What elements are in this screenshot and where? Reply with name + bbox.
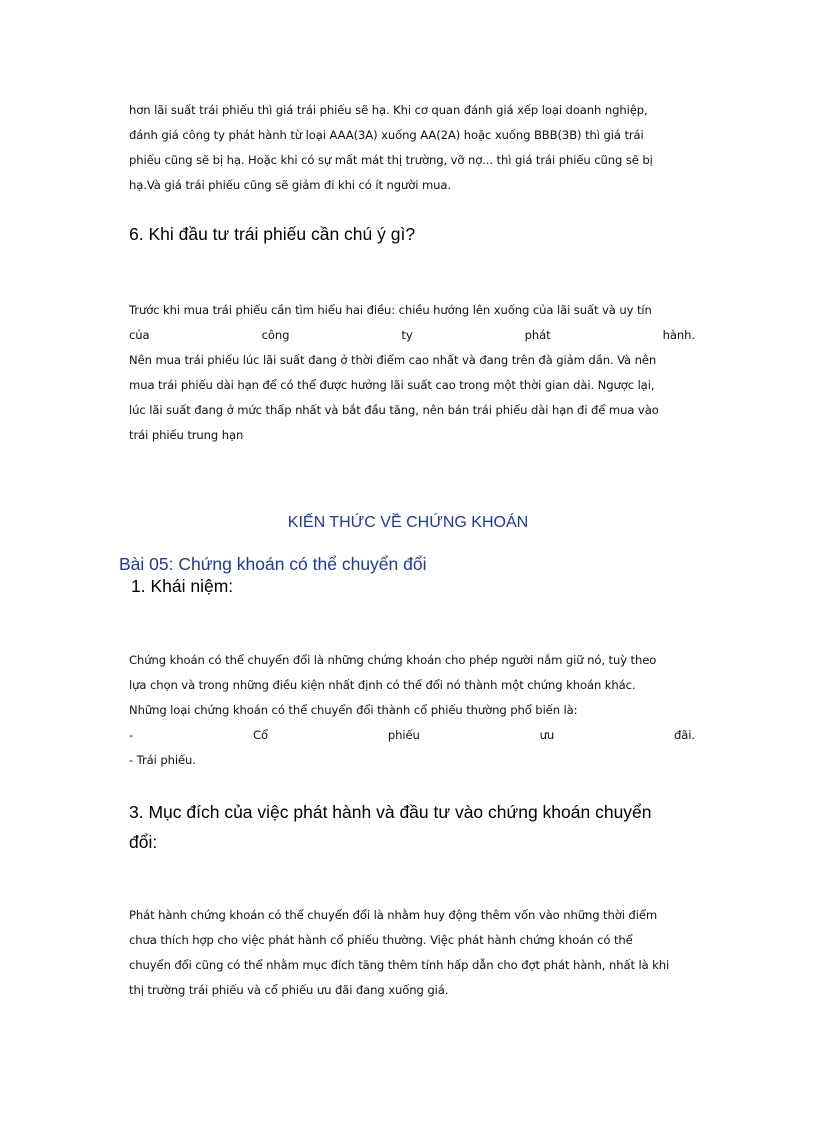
intro-paragraph <box>129 98 695 198</box>
paragraph-line: trái phiếu trung hạn <box>129 428 244 442</box>
intro-line: phiếu cũng sẽ bị hạ. Hoặc khi có sự mất mát thị trường, vỡ nợ... thì giá trái phiếu cũng sẽ bị <box>129 153 653 167</box>
word: Cổ <box>252 728 268 742</box>
justified-line <box>129 323 695 348</box>
section-1-paragraph <box>129 648 695 773</box>
paragraph-line: chuyển đổi cũng có thể nhằm mục đích tăng thêm tính hấp dẫn cho đợt phát hành, nhất là khi <box>129 958 670 972</box>
paragraph-line: Những loại chứng khoán có thể chuyển đổi thành cổ phiếu thường phổ biến là: <box>129 703 578 717</box>
paragraph-line: lựa chọn và trong những điều kiện nhất định có thể đổi nó thành một chứng khoán khác. <box>129 678 636 692</box>
section-title: KIẾN THỨC VỀ CHỨNG KHOÁN <box>287 514 529 531</box>
heading-question-6: 6. Khi đầu tư trái phiếu cần chú ý gì? <box>129 224 416 244</box>
heading-concept: 1. Khái niệm: <box>131 576 234 596</box>
word: ty <box>401 328 413 342</box>
word: hành. <box>662 328 695 342</box>
heading-line: 3. Mục đích của việc phát hành và đầu tư vào chứng khoán chuyển <box>129 802 652 822</box>
heading-purpose <box>129 797 652 857</box>
intro-line: hơn lãi suất trái phiếu thì giá trái phiếu sẽ hạ. Khi cơ quan đánh giá xếp loại doanh nghiệp, <box>129 103 648 117</box>
word: - <box>129 728 134 742</box>
section-6-paragraph <box>129 298 695 448</box>
section-3-paragraph <box>129 903 695 1003</box>
paragraph-line: lúc lãi suất đang ở mức thấp nhất và bắt đầu tăng, nên bán trái phiếu dài hạn đi để mua vào <box>129 403 659 417</box>
word: của <box>129 328 150 342</box>
paragraph-line: - Trái phiếu. <box>129 753 196 767</box>
paragraph-line: mua trái phiếu dài hạn để có thể được hưởng lãi suất cao trong một thời gian dài. Ngược lại, <box>129 378 655 392</box>
paragraph-line: Chứng khoán có thể chuyển đổi là những chứng khoán cho phép người nắm giữ nó, tuỳ theo <box>129 653 657 667</box>
heading-line: đổi: <box>129 832 158 852</box>
paragraph-line: Phát hành chứng khoán có thể chuyển đổi là nhằm huy động thêm vốn vào những thời điểm <box>129 908 658 922</box>
word: phiếu <box>387 728 420 742</box>
word: phát <box>524 328 551 342</box>
paragraph-line: Nên mua trái phiếu lúc lãi suất đang ở thời điểm cao nhất và đang trên đà giảm dần. Và nên <box>129 353 657 367</box>
paragraph-line: chưa thích hợp cho việc phát hành cổ phiếu thường. Việc phát hành chứng khoán có thể <box>129 933 633 947</box>
lesson-title: Bài 05: Chứng khoán có thể chuyển đổi <box>119 554 427 574</box>
intro-line: đánh giá công ty phát hành từ loại AAA(3A) xuống AA(2A) hoặc xuống BBB(3B) thì giá trái <box>129 128 644 142</box>
justified-line <box>129 723 695 748</box>
paragraph-line: Trước khi mua trái phiếu cần tìm hiểu hai điều: chiều hướng lên xuống của lãi suất và uy tín <box>129 303 652 317</box>
word: đãi. <box>674 728 695 742</box>
paragraph-line: thị trường trái phiếu và cổ phiếu ưu đãi đang xuống giá. <box>129 983 449 997</box>
word: công <box>261 328 290 342</box>
intro-line: hạ.Và giá trái phiếu cũng sẽ giảm đi khi có ít người mua. <box>129 178 452 192</box>
word: ưu <box>539 728 555 742</box>
